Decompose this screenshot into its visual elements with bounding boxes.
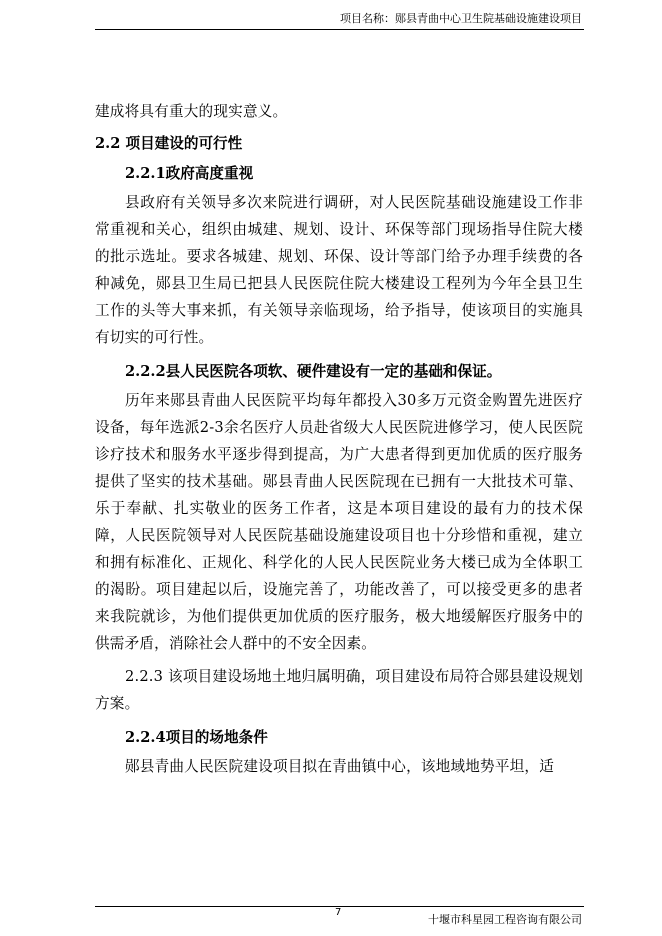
header-project-title: 项目名称：郧县青曲中心卫生院基础设施建设项目: [340, 12, 582, 25]
footer-company-name: 十堰市科星园工程咨询有限公司: [428, 913, 582, 926]
document-body: [95, 98, 583, 780]
subsection-heading-2-2-4: 2.2.4项目的场地条件: [125, 729, 268, 746]
paragraph-2-2-3: 2.2.3 该项目建设场地土地归属明确，项目建设布局符合郧县建设规划方案。: [95, 668, 583, 712]
intro-paragraph: 建成将具有重大的现实意义。: [95, 103, 288, 120]
subsection-heading-2-2-1: 2.2.1政府高度重视: [125, 165, 254, 182]
header-divider: [95, 29, 584, 30]
paragraph-2-2-4: 郧县青曲人民医院建设项目拟在青曲镇中心，该地域地势平坦，适: [125, 758, 555, 775]
paragraph-2-2-2: 历年来郧县青曲人民医院平均每年都投入30多万元资金购置先进医疗设备，每年选派2-3余名医疗人员赴省级大人民医院进修学习，使人民医院诊疗技术和服务水平逐步得到提高，为广大患者得到更加优质的医疗服务提供了坚实的技术基础。郧县青曲人民医院现在已拥有一大批技术可靠、乐于奉献、扎实敬业的医务工作者，这是本项目建设的最有力的技术保障，人民医院领导对人民医院基础设施建设项目也十分珍惜和重视，建立和拥有标准化、正规化、科学化的人民人民医院业务大楼已成为全体职工的渴盼。项目建起以后，设施完善了，功能改善了，可以接受更多的患者来我院就诊，为他们提供更加优质的医疗服务，极大地缓解医疗服务中的供需矛盾，消除社会人群中的不安全因素。: [95, 392, 583, 652]
page-number: 7: [335, 907, 342, 918]
section-heading-2-2: 2.2 项目建设的可行性: [95, 135, 243, 152]
paragraph-2-2-1: 县政府有关领导多次来院进行调研，对人民医院基础设施建设工作非常重视和关心，组织由城建、规划、设计、环保等部门现场指导住院大楼的批示选址。要求各城建、规划、环保、设计等部门给予办理手续费的各种减免，郧县卫生局已把县人民医院住院大楼建设工程列为今年全县卫生工作的头等大事来抓，有关领导亲临现场，给予指导，使该项目的实施具有切实的可行性。: [95, 194, 583, 346]
subsection-heading-2-2-2: 2.2.2县人民医院各项软、硬件建设有一定的基础和保证。: [125, 363, 502, 380]
